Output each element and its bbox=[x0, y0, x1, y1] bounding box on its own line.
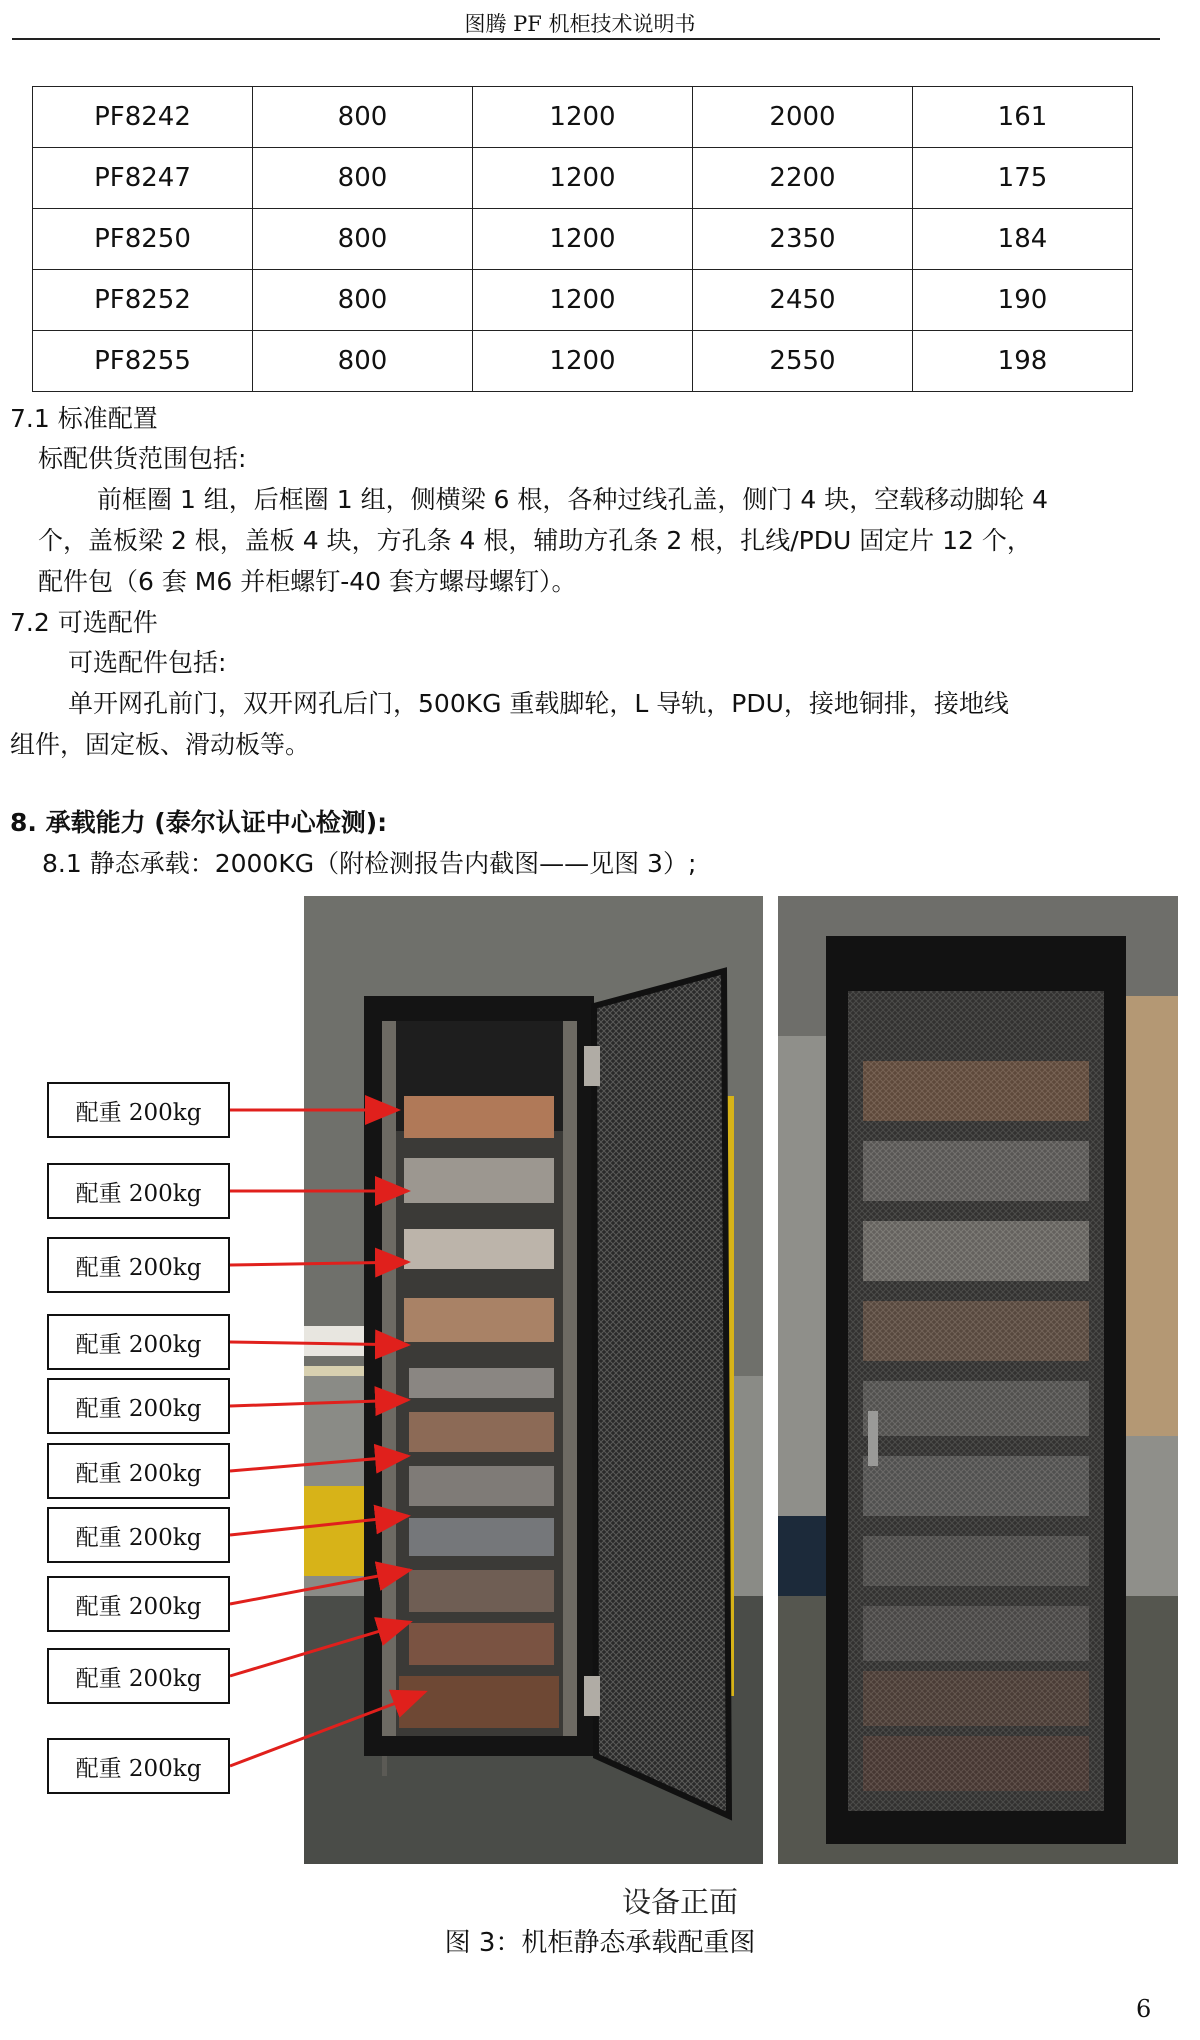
paragraph-line: 组件，固定板、滑动板等。 bbox=[10, 730, 311, 759]
table-cell: 2200 bbox=[693, 148, 913, 209]
weight-callout: 配重 200kg bbox=[47, 1082, 230, 1138]
table-cell: 2550 bbox=[693, 331, 913, 392]
table-cell: 175 bbox=[913, 148, 1133, 209]
table-cell: PF8242 bbox=[33, 87, 253, 148]
figure-front-label: 设备正面 bbox=[622, 1885, 739, 1919]
paragraph-line: 前框圈 1 组，后框圈 1 组，侧横梁 6 根，各种过线孔盖，侧门 4 块，空载移动脚轮 4 bbox=[97, 485, 1049, 514]
weight-callout: 配重 200kg bbox=[47, 1237, 230, 1293]
table-cell: 1200 bbox=[473, 148, 693, 209]
table-cell: PF8255 bbox=[33, 331, 253, 392]
table-cell: 184 bbox=[913, 209, 1133, 270]
callout-arrow bbox=[230, 1342, 408, 1345]
table-cell: PF8250 bbox=[33, 209, 253, 270]
callout-arrow bbox=[230, 1570, 410, 1604]
paragraph-line: 配件包（6 套 M6 并柜螺钉-40 套方螺母螺钉）。 bbox=[38, 567, 577, 596]
page-header: 图腾 PF 机柜技术说明书 bbox=[464, 12, 696, 36]
table-cell: PF8247 bbox=[33, 148, 253, 209]
subsection-8-1: 8.1 静态承载：2000KG（附检测报告内截图——见图 3）; bbox=[42, 849, 697, 878]
weight-callout: 配重 200kg bbox=[47, 1738, 230, 1794]
weight-callout: 配重 200kg bbox=[47, 1314, 230, 1370]
table-cell: 800 bbox=[253, 331, 473, 392]
table-cell: 1200 bbox=[473, 87, 693, 148]
callout-arrow bbox=[230, 1262, 408, 1265]
section-intro: 可选配件包括: bbox=[68, 648, 227, 677]
table-cell: 1200 bbox=[473, 209, 693, 270]
section-heading-7-2: 7.2 可选配件 bbox=[10, 608, 158, 637]
section-intro: 标配供货范围包括: bbox=[38, 444, 247, 473]
weight-callout: 配重 200kg bbox=[47, 1648, 230, 1704]
table-cell: 1200 bbox=[473, 331, 693, 392]
callout-arrow bbox=[230, 1622, 410, 1676]
paragraph-line: 个，盖板梁 2 根，盖板 4 块，方孔条 4 根，辅助方孔条 2 根，扎线/PDU 固定片 12 个， bbox=[38, 526, 1032, 555]
page-number: 6 bbox=[1136, 1995, 1152, 2023]
weight-callout: 配重 200kg bbox=[47, 1507, 230, 1563]
paragraph-line: 单开网孔前门，双开网孔后门，500KG 重载脚轮，L 导轨，PDU，接地铜排，接地线 bbox=[68, 689, 1009, 718]
table-cell: 800 bbox=[253, 270, 473, 331]
callout-arrow bbox=[230, 1692, 425, 1766]
table-cell: 161 bbox=[913, 87, 1133, 148]
callout-arrow bbox=[230, 1456, 408, 1471]
table-cell: 1200 bbox=[473, 270, 693, 331]
weight-callout: 配重 200kg bbox=[47, 1443, 230, 1499]
table-cell: 198 bbox=[913, 331, 1133, 392]
callout-arrow bbox=[230, 1516, 408, 1535]
table-cell: 190 bbox=[913, 270, 1133, 331]
table-cell: PF8252 bbox=[33, 270, 253, 331]
table-cell: 800 bbox=[253, 209, 473, 270]
table-cell: 800 bbox=[253, 148, 473, 209]
callout-arrow bbox=[230, 1400, 408, 1406]
figure-caption: 图 3：机柜静态承载配重图 bbox=[444, 1928, 756, 1958]
section-heading-7-1: 7.1 标准配置 bbox=[10, 404, 158, 433]
table-cell: 2450 bbox=[693, 270, 913, 331]
weight-callout: 配重 200kg bbox=[47, 1576, 230, 1632]
weight-callout: 配重 200kg bbox=[47, 1378, 230, 1434]
table-cell: 2350 bbox=[693, 209, 913, 270]
weight-callout: 配重 200kg bbox=[47, 1163, 230, 1219]
table-cell: 2000 bbox=[693, 87, 913, 148]
section-heading-8: 8. 承载能力 (泰尔认证中心检测): bbox=[10, 808, 388, 837]
table-cell: 800 bbox=[253, 87, 473, 148]
